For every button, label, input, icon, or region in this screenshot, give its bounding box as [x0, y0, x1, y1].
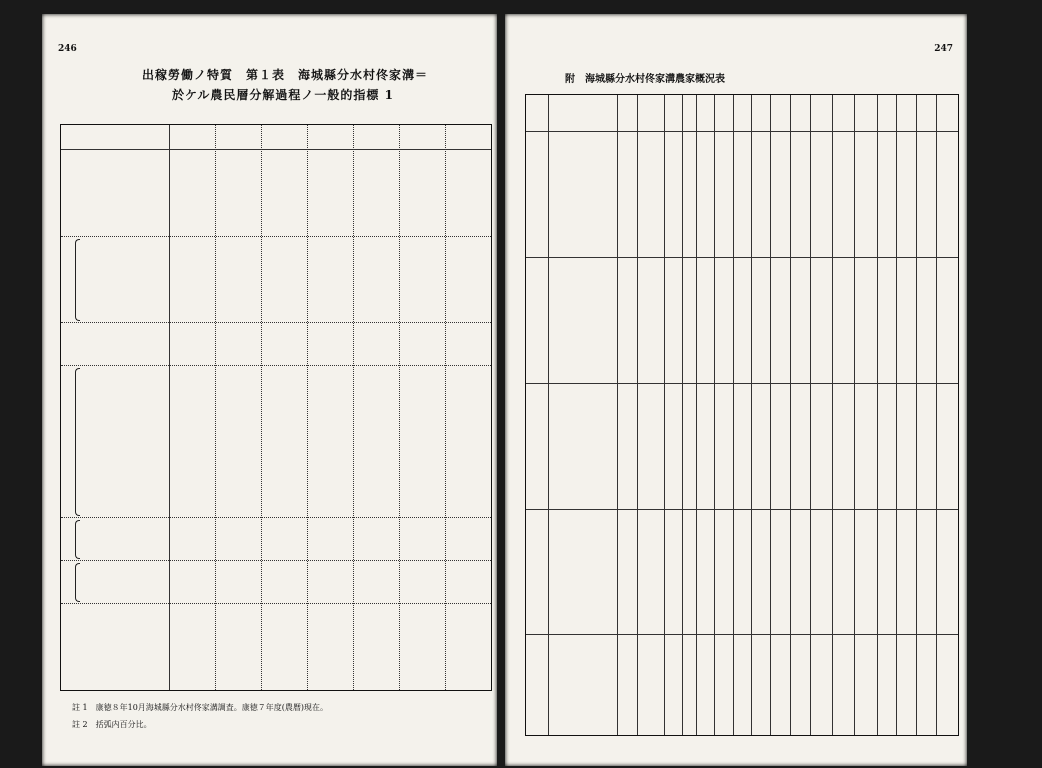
- footnote-1: 註 1 康徳８年10月海城縣分水村佟家溝調査。康徳７年度(農曆)現在。: [72, 703, 329, 712]
- column-rule: [617, 95, 618, 735]
- column-rule: [682, 95, 683, 735]
- column-rule: [832, 95, 833, 735]
- right-table: [525, 94, 959, 736]
- row-group-rule: [61, 236, 491, 237]
- table-title-line1: 出稼勞働ノ特質 第１表 海城縣分水村佟家溝＝: [142, 68, 429, 82]
- right-page: [505, 14, 967, 766]
- header-rule: [61, 149, 491, 150]
- column-rule: [810, 95, 811, 735]
- row-group-rule: [526, 509, 958, 510]
- row-group-rule: [526, 383, 958, 384]
- row-group-rule: [526, 634, 958, 635]
- column-rule: [548, 95, 549, 735]
- column-rule: [696, 95, 697, 735]
- row-group-rule: [61, 560, 491, 561]
- left-table: [60, 124, 492, 691]
- table-title-line2: 於ケル農民層分解過程ノ一般的指標 1: [172, 88, 394, 102]
- page-number-left: 246: [58, 44, 77, 54]
- column-rule: [664, 95, 665, 735]
- left-page: [42, 14, 497, 766]
- row-group-brace: [75, 239, 80, 322]
- row-group-brace: [75, 520, 80, 559]
- column-rule: [770, 95, 771, 735]
- column-rule: [733, 95, 734, 735]
- column-rule: [896, 95, 897, 735]
- column-rule: [215, 125, 216, 690]
- column-rule: [936, 95, 937, 735]
- column-rule: [877, 95, 878, 735]
- row-group-rule: [61, 322, 491, 323]
- row-group-rule: [61, 365, 491, 366]
- page-number-right: 247: [934, 44, 953, 54]
- label-rule: [169, 125, 170, 690]
- row-group-rule: [61, 603, 491, 604]
- column-rule: [751, 95, 752, 735]
- column-rule: [916, 95, 917, 735]
- footnote-2: 註 2 括弧内百分比。: [72, 720, 152, 729]
- appendix-title: 附 海城縣分水村佟家溝農家概況表: [565, 74, 725, 85]
- column-rule: [445, 125, 446, 690]
- row-group-rule: [61, 517, 491, 518]
- column-rule: [790, 95, 791, 735]
- row-group-brace: [75, 563, 80, 602]
- column-rule: [854, 95, 855, 735]
- row-group-rule: [526, 257, 958, 258]
- header-rule: [526, 131, 958, 132]
- column-rule: [353, 125, 354, 690]
- row-group-brace: [75, 368, 80, 515]
- column-rule: [714, 95, 715, 735]
- column-rule: [261, 125, 262, 690]
- column-rule: [399, 125, 400, 690]
- column-rule: [637, 95, 638, 735]
- column-rule: [307, 125, 308, 690]
